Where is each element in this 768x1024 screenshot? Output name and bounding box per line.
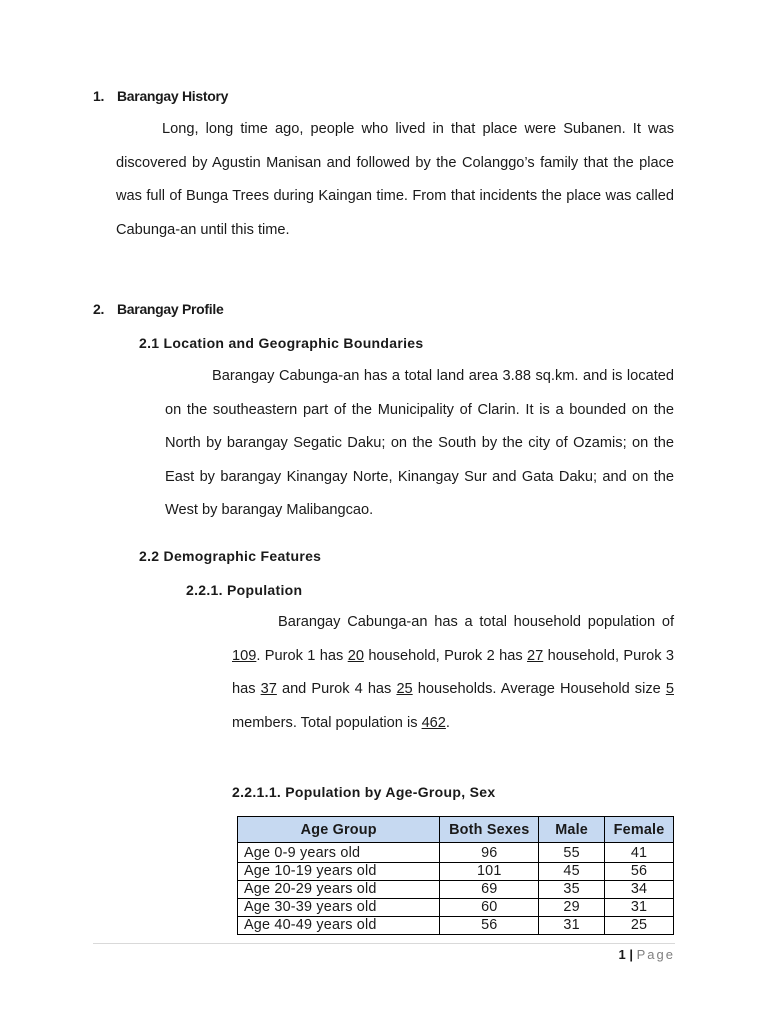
population-heading: 2.2.1. Population xyxy=(186,582,303,598)
location-paragraph: Barangay Cabunga-an has a total land area 3.88 sq.km. and is located on the southeastern part of the Municipality of Clarin. It is a bounded on the North by barangay Segatic Daku; on the South by the city of Ozamis; on the East by barangay Kinangay Norte, Kinangay Sur and Gata Daku; and on the West by barangay Malibangcao. xyxy=(165,368,674,518)
both-sexes-cell: 101 xyxy=(440,863,539,881)
footer-divider xyxy=(93,943,675,944)
purok2-households: 27 xyxy=(527,647,544,664)
population-paragraph xyxy=(232,606,674,740)
both-sexes-cell: 69 xyxy=(440,881,539,899)
female-cell: 56 xyxy=(605,863,674,881)
age-group-cell: Age 30-39 years old xyxy=(238,899,440,917)
purok4-households: 25 xyxy=(396,681,413,697)
table-row xyxy=(238,899,674,917)
table-row xyxy=(238,881,674,899)
header-male: Male xyxy=(539,817,605,843)
section-1-heading xyxy=(93,88,228,104)
section-2-number: 2. xyxy=(93,301,105,317)
population-text: household, Purok 2 has xyxy=(363,647,527,664)
age-group-cell: Age 10-19 years old xyxy=(238,863,440,881)
male-cell: 29 xyxy=(539,899,605,917)
female-cell: 31 xyxy=(605,899,674,917)
age-table-heading: 2.2.1.1. Population by Age-Group, Sex xyxy=(232,784,496,800)
table-row xyxy=(238,843,674,863)
male-cell: 55 xyxy=(539,843,605,863)
purok3-households: 37 xyxy=(260,681,277,697)
section-2-heading xyxy=(93,301,223,317)
population-text: . Purok 1 has xyxy=(256,647,348,664)
age-group-cell: Age 40-49 years old xyxy=(238,917,440,935)
female-cell: 41 xyxy=(605,843,674,863)
table-row xyxy=(238,863,674,881)
population-text: members. Total population is xyxy=(232,714,422,731)
page-label: Page xyxy=(636,947,675,962)
both-sexes-cell: 96 xyxy=(440,843,539,863)
female-cell: 34 xyxy=(605,881,674,899)
male-cell: 31 xyxy=(539,917,605,935)
page-footer xyxy=(619,947,675,962)
total-households: 109 xyxy=(232,647,257,664)
population-text: and Purok 4 has xyxy=(276,681,397,697)
section-2-title: Barangay Profile xyxy=(117,301,224,317)
population-text: Barangay Cabunga-an has a total household population of xyxy=(278,614,674,630)
footer-separator: | xyxy=(625,947,637,962)
purok1-households: 20 xyxy=(347,647,364,664)
population-text: . xyxy=(445,714,450,731)
male-cell: 45 xyxy=(539,863,605,881)
header-age-group: Age Group xyxy=(238,817,440,843)
population-text: household, Purok 3 has xyxy=(232,647,675,697)
header-both-sexes: Both Sexes xyxy=(440,817,539,843)
location-heading: 2.1 Location and Geographic Boundaries xyxy=(139,335,424,351)
total-population: 462 xyxy=(421,714,446,731)
male-cell: 35 xyxy=(539,881,605,899)
female-cell: 25 xyxy=(605,917,674,935)
header-female: Female xyxy=(605,817,674,843)
age-group-table xyxy=(237,816,674,935)
table-row xyxy=(238,917,674,935)
history-paragraph: Long, long time ago, people who lived in that place were Subanen. It was discovered by Agustin Manisan and followed by the Colanggo’s family that the place was full of Bunga Trees during Kaingan time. From that incidents the place was called Cabunga-an until this time. xyxy=(116,121,674,238)
age-group-cell: Age 20-29 years old xyxy=(238,881,440,899)
section-1-title: Barangay History xyxy=(117,88,229,104)
page-number: 1 xyxy=(618,947,626,962)
demographic-heading: 2.2 Demographic Features xyxy=(139,548,322,564)
both-sexes-cell: 60 xyxy=(440,899,539,917)
table-header-row xyxy=(238,817,674,843)
section-1-number: 1. xyxy=(93,88,105,104)
population-text: households. Average Household size xyxy=(412,681,666,697)
age-group-cell: Age 0-9 years old xyxy=(238,843,440,863)
both-sexes-cell: 56 xyxy=(440,917,539,935)
household-size: 5 xyxy=(665,681,674,697)
